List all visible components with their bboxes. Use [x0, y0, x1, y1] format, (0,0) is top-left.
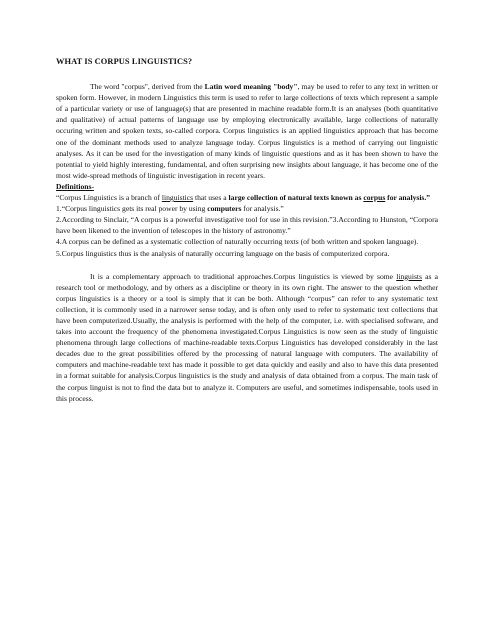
- corpus-link[interactable]: corpus: [363, 193, 386, 203]
- linguistics-link[interactable]: linguistics: [161, 193, 194, 203]
- definition-1: 1.“Corpus linguistics gets its real power by using computers for analysis.”: [56, 204, 284, 214]
- intro-text-a: The word "corpus", derived from the: [90, 82, 205, 92]
- definitions-heading: Definitions-: [56, 181, 94, 191]
- linguists-link[interactable]: linguists: [396, 271, 422, 281]
- definition-5: 5.Corpus linguistics thus is the analysis of naturally occurring language on the basis of computerized corpora.: [56, 248, 390, 258]
- definition-4: 4.A corpus can be defined as a systematic collection of naturally occurring texts (of both written and spoken language).: [56, 237, 419, 247]
- definition-2-3: 2.According to Sinclair, “A corpus is a powerful investigative tool for use in this revision.”3.According to Hunston, “Corpora have been likened to the invention of telescopes in the history of astronomy.”: [56, 215, 438, 236]
- latin-meaning-emphasis: Latin word meaning "body": [204, 82, 298, 92]
- intro-paragraph: [56, 81, 438, 181]
- document-body: [56, 56, 438, 404]
- definition-main: “Corpus Linguistics is a branch of linguistics that uses a large collection of natural texts known as corpus for analysis.”: [56, 193, 431, 203]
- intro-text-c: , may be used to refer to any text in written or spoken form. However, in modern Linguistics this term is used to refer to large collections of texts which represent a sample of a particular variety or use of language(s) that are presented in machine readable form.It is an analyses (both quantitative and qualitative) of actual patterns of language use by employing electronically available, large collections of naturally occuring written and spoken texts, so-called corpora. Corpus linguistics is an applied linguistics approach that has become one of the dominant methods used to analyze language today. Corpus linguistics is a method of carrying out linguistic analyses. As it can be used for the investigation of many kinds of linguistic questions and as it has been shown to have the potential to yield highly interesting, fundamental, and often surprising new insights about language, it has become one of the most wide-spread methods of linguistic investigation in recent years.: [56, 82, 438, 180]
- body-paragraph-2: It is a complementary approach to traditional approaches.Corpus linguistics is viewed by some linguists as a research tool or methodology, and by others as a discipline or theory in its own right. The answer to the question whether corpus linguistics is a theory or a tool is simply that it can be both. Although “corpus” can refer to any systematic text collection, it is commonly used in a narrower sense today, and is often only used to refer to systematic text collections that have been computerized.Usually, the analysis is performed with the help of the computer, i.e. with specialised software, and takes into account the frequency of the phenomena investigated.Corpus Linguistics is now seen as the study of linguistic phenomena through large collections of machine-readable texts.Corpus Linguistics has developed considerably in the last decades due to the great possibilities offered by the processing of natural language with computers. The availability of computers and machine-readable text has made it possible to get data quickly and easily and also to have this data presented in a format suitable for analysis.Corpus linguistics is the study and analysis of data obtained from a corpus. The main task of the corpus linguist is not to find the data but to analyze it. Computers are useful, and sometimes indispensable, tools used in this process.: [56, 271, 438, 403]
- page-title: WHAT IS CORPUS LINGUISTICS?: [56, 57, 193, 66]
